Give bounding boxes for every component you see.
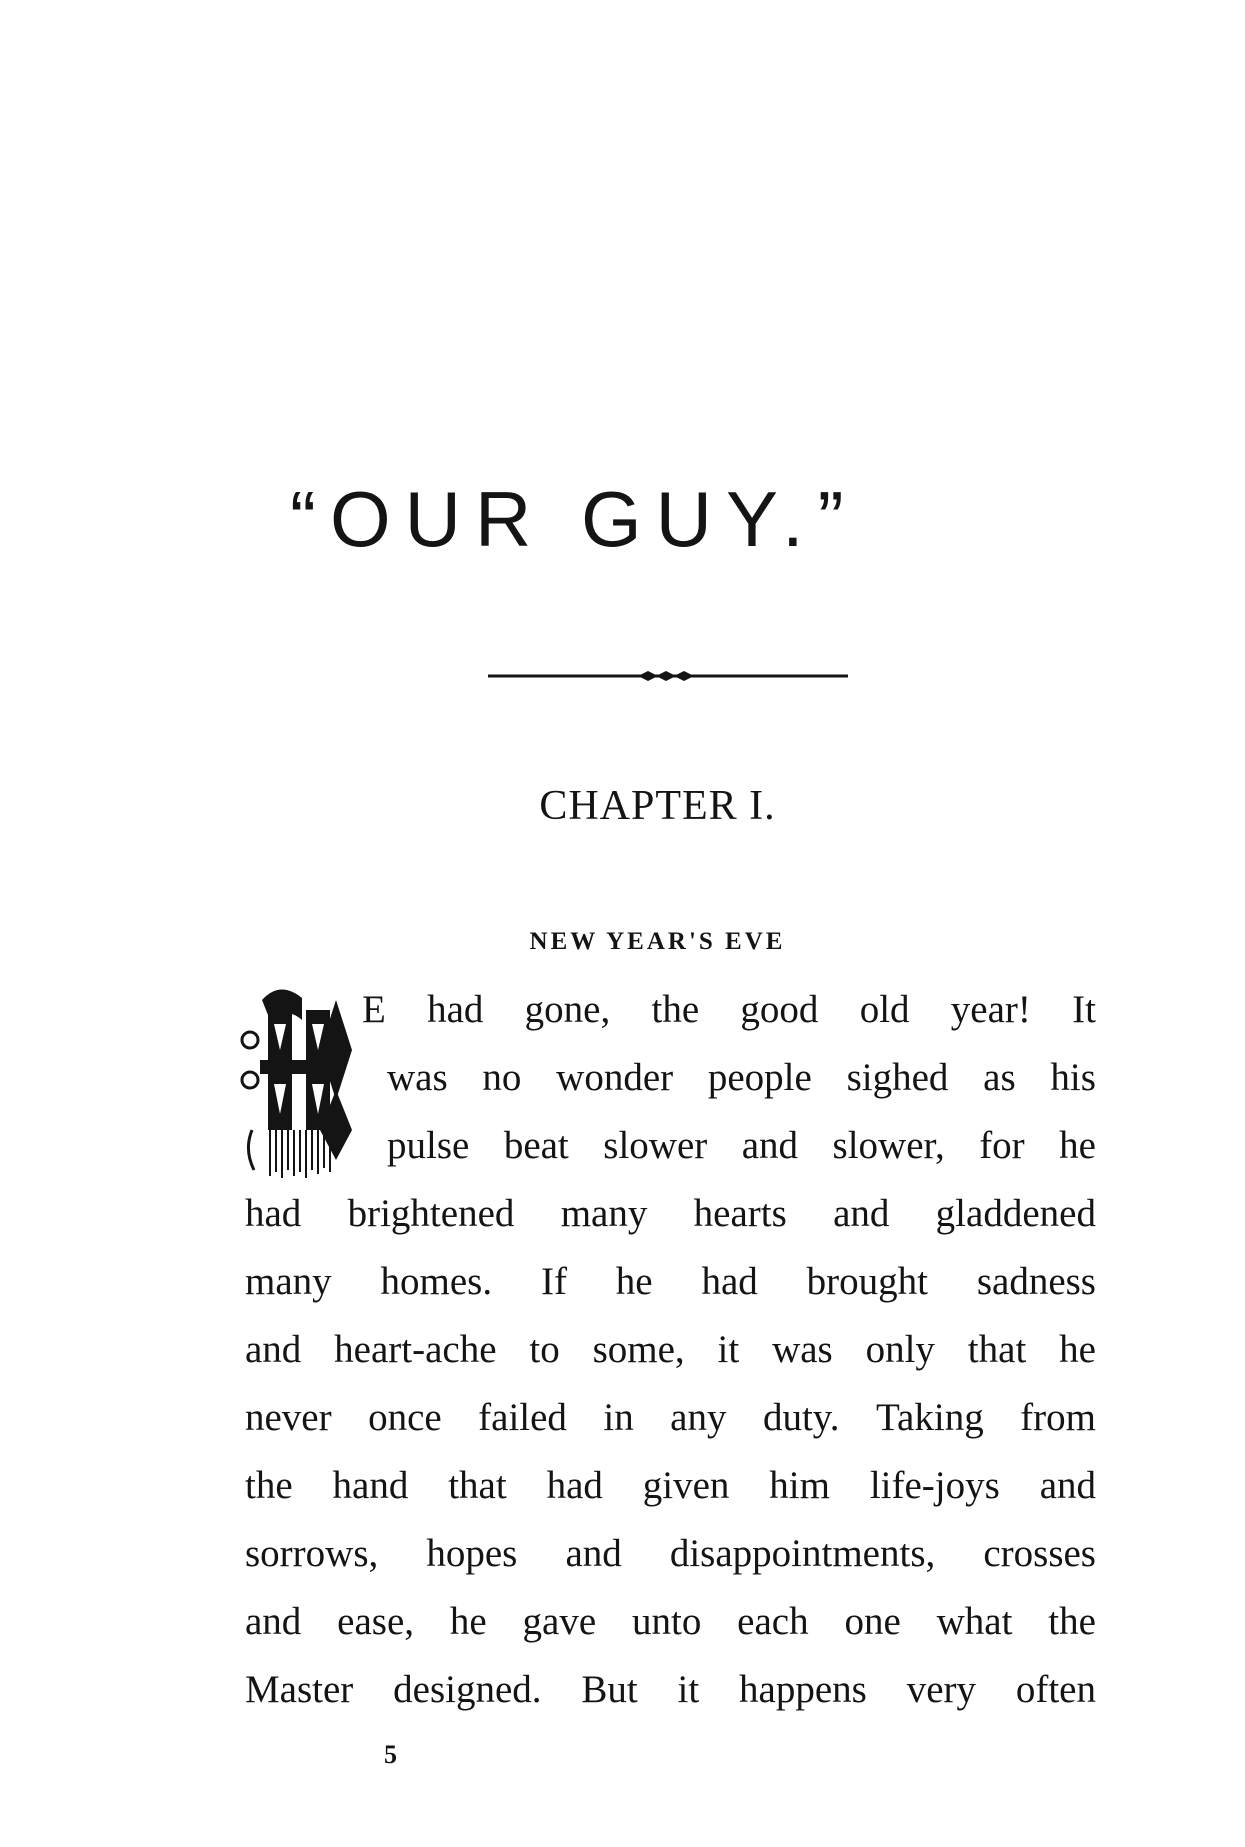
body-word: and (741, 1124, 799, 1167)
body-word: But (581, 1668, 638, 1711)
body-word: the (651, 988, 700, 1031)
body-word: never (245, 1396, 332, 1439)
body-line (387, 1126, 1096, 1165)
body-word: the (245, 1464, 293, 1507)
body-word: many (245, 1260, 332, 1303)
book-title: “OUR GUY.” (290, 475, 858, 563)
body-word: in (603, 1396, 634, 1439)
body-word: and (1039, 1464, 1096, 1507)
chapter-heading: CHAPTER I. (539, 783, 776, 829)
body-word: for (979, 1124, 1025, 1167)
body-word: good (740, 988, 819, 1031)
title-rule-ornament (488, 668, 848, 684)
body-word: had (245, 1192, 302, 1235)
body-word: he (1059, 1328, 1096, 1371)
body-line (387, 1058, 1096, 1097)
body-word: wonder (556, 1056, 674, 1099)
body-word: given (642, 1464, 730, 1507)
body-line (245, 1602, 1096, 1641)
body-word: that (448, 1464, 507, 1507)
body-word: one (844, 1600, 901, 1643)
body-word: hand (332, 1464, 409, 1507)
body-line (245, 1330, 1096, 1369)
body-word: disappointments, (669, 1532, 936, 1575)
body-word: had (546, 1464, 603, 1507)
body-line (245, 1398, 1096, 1437)
body-word: sighed (846, 1056, 949, 1099)
body-word: any (670, 1396, 727, 1439)
body-word: no (482, 1056, 522, 1099)
body-word: was (387, 1056, 448, 1099)
body-word: hopes (426, 1532, 518, 1575)
body-word: from (1020, 1396, 1096, 1439)
body-word: homes. (380, 1260, 493, 1303)
body-word: E (362, 988, 386, 1031)
body-word: some, (592, 1328, 685, 1371)
body-word: he (615, 1260, 653, 1303)
body-word: designed. (393, 1668, 542, 1711)
body-word: happens (739, 1668, 867, 1711)
body-word: year! (950, 988, 1031, 1031)
body-word: people (707, 1056, 812, 1099)
body-word: only (865, 1328, 935, 1371)
body-word: heart-ache (334, 1328, 497, 1371)
body-word: old (859, 988, 910, 1031)
body-word: often (1015, 1668, 1096, 1711)
chapter-subtitle: NEW YEAR'S EVE (529, 928, 786, 955)
body-word: he (449, 1600, 487, 1643)
body-word: crosses (983, 1532, 1096, 1575)
body-word: gone, (524, 988, 611, 1031)
body-word: and (833, 1192, 890, 1235)
body-word: gave (522, 1600, 597, 1643)
body-word: very (906, 1668, 976, 1711)
body-word: Master (245, 1668, 354, 1711)
body-word: It (1072, 988, 1096, 1031)
body-word: him (769, 1464, 830, 1507)
body-line (245, 1194, 1096, 1233)
body-word: once (368, 1396, 442, 1439)
body-word: unto (631, 1600, 702, 1643)
body-word: If (540, 1260, 567, 1303)
body-word: was (772, 1328, 833, 1371)
body-word: many (560, 1192, 648, 1235)
body-word: it (717, 1328, 740, 1371)
body-word: duty. (762, 1396, 840, 1439)
body-word: what (936, 1600, 1013, 1643)
body-word: pulse (387, 1124, 470, 1167)
body-word: that (967, 1328, 1027, 1371)
body-word: and (245, 1328, 302, 1371)
body-word: gladdened (935, 1192, 1096, 1235)
body-word: brought (806, 1260, 928, 1303)
body-word: sorrows, (245, 1532, 379, 1575)
body-word: he (1059, 1124, 1096, 1167)
body-line (245, 1466, 1096, 1505)
body-word: sadness (976, 1260, 1096, 1303)
body-line (245, 1262, 1096, 1301)
body-word: hearts (693, 1192, 787, 1235)
body-line (245, 1534, 1096, 1573)
body-word: it (677, 1668, 700, 1711)
ornamental-drop-cap (240, 980, 358, 1180)
body-line (245, 1670, 1096, 1709)
body-word: to (529, 1328, 560, 1371)
body-word: Taking (875, 1396, 984, 1439)
body-word: and (565, 1532, 622, 1575)
body-word: ease, (337, 1600, 415, 1643)
body-word: slower, (832, 1124, 945, 1167)
body-word: and (245, 1600, 302, 1643)
body-word: had (427, 988, 484, 1031)
body-line (362, 990, 1096, 1029)
page-number: 5 (384, 1740, 397, 1769)
body-word: failed (478, 1396, 567, 1439)
body-word: his (1050, 1056, 1096, 1099)
body-word: as (983, 1056, 1016, 1099)
body-word: slower (603, 1124, 708, 1167)
body-word: brightened (347, 1192, 515, 1235)
body-word: the (1048, 1600, 1096, 1643)
body-word: life-joys (869, 1464, 1000, 1507)
body-word: each (737, 1600, 809, 1643)
body-word: beat (503, 1124, 569, 1167)
body-word: had (701, 1260, 758, 1303)
